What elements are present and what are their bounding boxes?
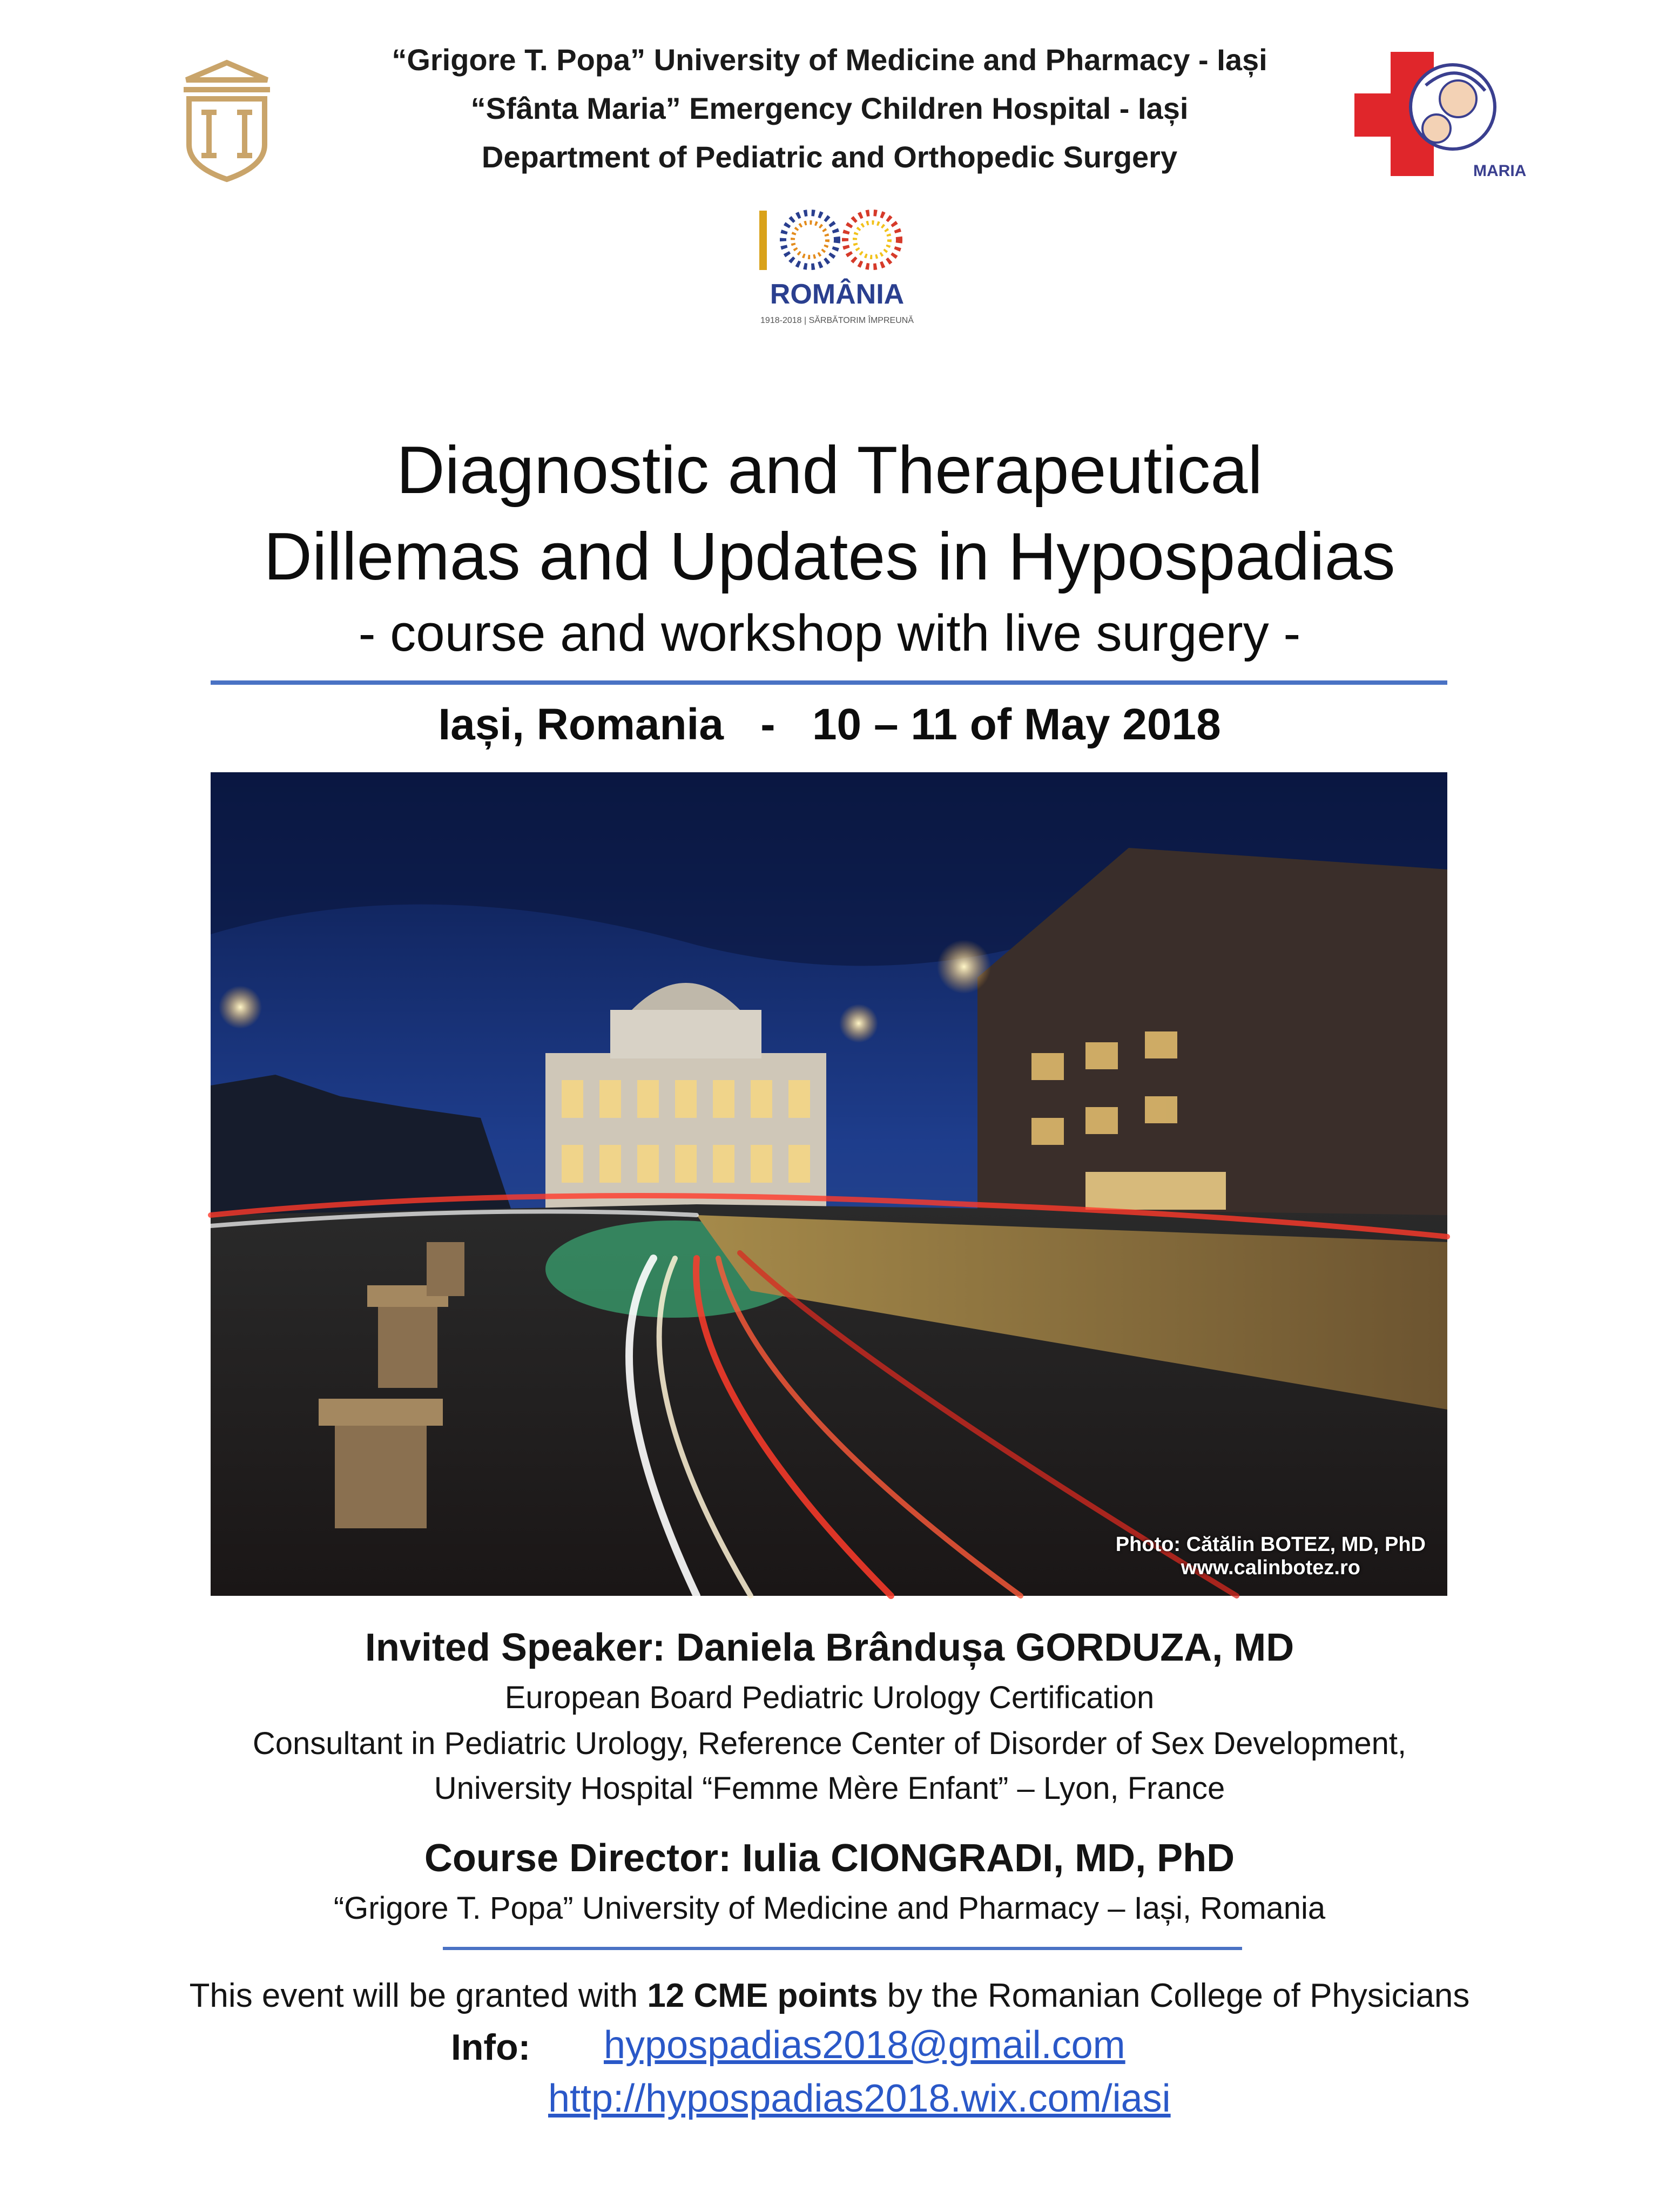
speaker-heading: Invited Speaker: Daniela Brândușa GORDUZA, MD [365, 1626, 1294, 1669]
city-night-photo [211, 772, 1447, 1596]
director-heading: Course Director: Iulia CIONGRADI, MD, PhD [424, 1837, 1235, 1880]
hospital-logo-text: MARIA [1473, 162, 1527, 180]
speaker-position: Consultant in Pediatric Urology, Reference Center of Disorder of Sex Development, [252, 1726, 1407, 1761]
romania-centenary-logo [740, 195, 934, 336]
photo-credit-website: www.calinbotez.ro [1181, 1556, 1360, 1579]
header-university: “Grigore T. Popa” University of Medicine and Pharmacy - Iași [392, 43, 1267, 77]
website-link[interactable]: http://hypospadias2018.wix.com/iasi [548, 2077, 1171, 2120]
university-logo [176, 58, 278, 184]
event-location-date: Iași, Romania - 10 – 11 of May 2018 [438, 700, 1221, 749]
speaker-affiliation: University Hospital “Femme Mère Enfant” – Lyon, France [434, 1771, 1225, 1806]
cme-points: 12 CME points [647, 1977, 878, 2014]
title-subtitle: - course and workshop with live surgery - [358, 604, 1301, 662]
director-affiliation: “Grigore T. Popa” University of Medicine and Pharmacy – Iași, Romania [333, 1891, 1326, 1926]
email-link[interactable]: hypospadias2018@gmail.com [604, 2024, 1125, 2067]
centenary-word: ROMÂNIA [770, 279, 905, 310]
photo-credit [1116, 1533, 1426, 1580]
centenary-tagline: 1918-2018 | SĂRBĂTORIM ÎMPREUNĂ [760, 316, 914, 325]
info-label: Info: [451, 2027, 531, 2068]
cme-statement [0, 1977, 1659, 2015]
photo-credit-author: Photo: Cătălin BOTEZ, MD, PhD [1115, 1533, 1426, 1556]
speaker-certification: European Board Pediatric Urology Certification [504, 1680, 1155, 1715]
divider-bottom [443, 1947, 1242, 1950]
hospital-logo [1350, 48, 1527, 183]
cme-prefix: This event will be granted with [189, 1977, 648, 2014]
cme-suffix: by the Romanian College of Physicians [878, 1977, 1470, 2014]
title-line-1: Diagnostic and Therapeutical [396, 433, 1263, 508]
header-hospital: “Sfânta Maria” Emergency Children Hospital - Iași [470, 91, 1189, 125]
header-department: Department of Pediatric and Orthopedic Surgery [481, 140, 1178, 174]
title-line-2: Dillemas and Updates in Hypospadias [264, 520, 1395, 594]
divider-top [211, 680, 1447, 685]
